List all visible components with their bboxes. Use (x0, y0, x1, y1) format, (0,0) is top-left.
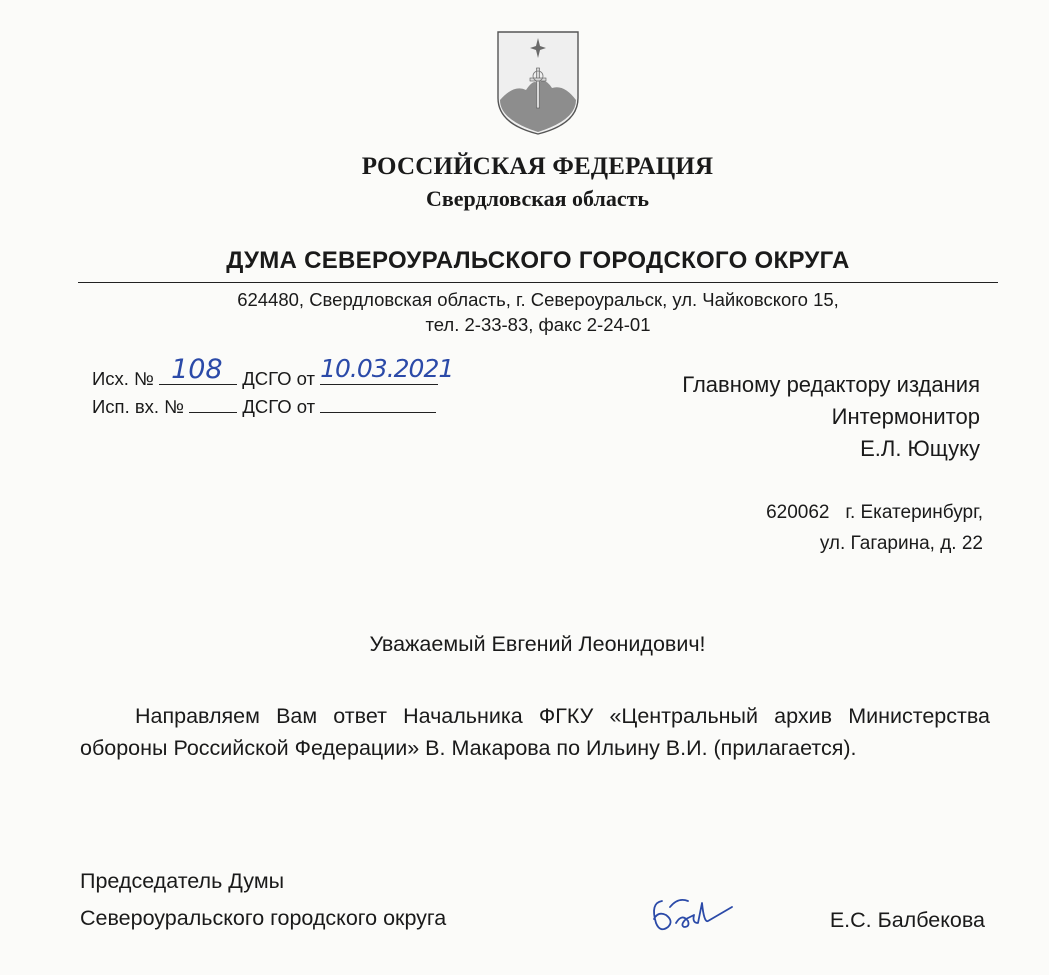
incoming-number-field (189, 394, 237, 413)
outgoing-number-handwritten: 108 (171, 354, 223, 385)
addressee-postal-address (766, 497, 983, 559)
addressee-name: Е.Л. Ющуку (860, 436, 980, 461)
postal-city: 620062 г. Екатеринбург, (766, 502, 983, 523)
addressee-block (682, 369, 980, 465)
outgoing-number-field (159, 354, 237, 385)
outgoing-number-label: Исх. № (92, 368, 154, 389)
letter-greeting: Уважаемый Евгений Леонидович! (369, 632, 706, 656)
header-divider (78, 282, 998, 283)
country-heading: РОССИЙСКАЯ ФЕДЕРАЦИЯ (361, 153, 714, 180)
outgoing-date-handwritten: 10.03.2021 (320, 354, 454, 383)
outgoing-date-field (320, 354, 454, 385)
incoming-date-field (320, 394, 436, 413)
organization-address: 624480, Свердловская область, г. Североуральск, ул. Чайковского 15, (237, 289, 839, 310)
organization-phone: тел. 2-33-83, факс 2-24-01 (425, 314, 651, 335)
organization-heading: ДУМА СЕВЕРОУРАЛЬСКОГО ГОРОДСКОГО ОКРУГА (226, 247, 850, 274)
signatory-title-line2: Североуральского городского округа (80, 906, 447, 930)
incoming-registration (92, 394, 436, 418)
incoming-dsgo-label: ДСГО от (242, 396, 316, 417)
addressee-position: Главному редактору издания (682, 372, 980, 397)
handwritten-signature (648, 893, 738, 937)
coat-of-arms-icon (494, 28, 582, 136)
postal-street: ул. Гагарина, д. 22 (819, 533, 983, 554)
signatory-title-line1: Председатель Думы (80, 869, 285, 893)
dsgo-date-label: ДСГО от (242, 368, 315, 389)
signatory-name: Е.С. Балбекова (829, 908, 985, 932)
addressee-publication: Интермонитор (831, 404, 980, 429)
outgoing-registration (92, 354, 454, 390)
region-heading: Свердловская область (425, 186, 650, 211)
letter-body: Направляем Вам ответ Начальника ФГКУ «Центральный архив Министерства обороны Российской Федерации» В. Макарова по Ильину В.И. (прилагается). (80, 704, 990, 760)
incoming-number-label: Исп. вх. № (92, 396, 185, 417)
